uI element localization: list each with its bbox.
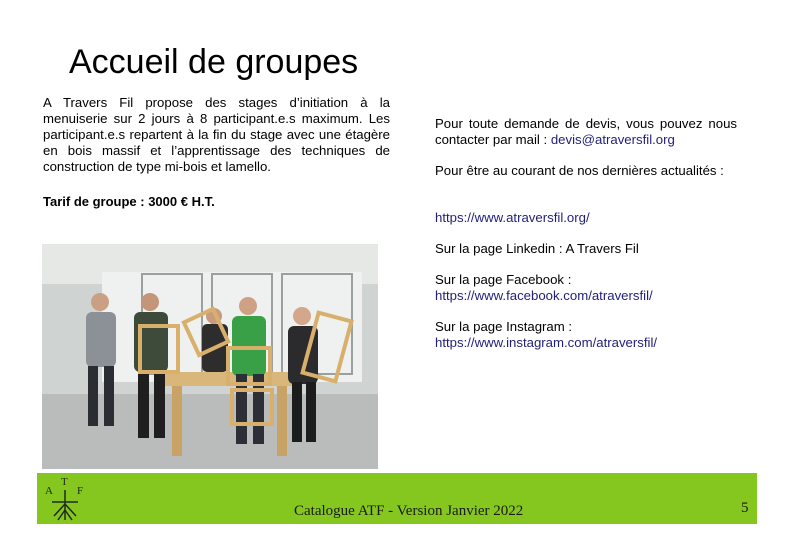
facebook-link[interactable]: https://www.facebook.com/atraversfil/: [435, 288, 653, 303]
linkedin-text: Sur la page Linkedin : A Travers Fil: [435, 241, 639, 256]
atf-logo-icon: [42, 476, 88, 522]
facebook-label: Sur la page Facebook :: [435, 272, 572, 287]
group-price: Tarif de groupe : 3000 € H.T.: [43, 194, 215, 209]
instagram-label: Sur la page Instagram :: [435, 319, 573, 334]
logo-letter-a: A: [45, 485, 53, 497]
instagram-link[interactable]: https://www.instagram.com/atraversfil/: [435, 335, 658, 350]
footer-caption: Catalogue ATF - Version Janvier 2022: [294, 503, 524, 519]
page-title: Accueil de groupes: [69, 43, 359, 81]
quote-request-text: [435, 116, 737, 148]
email-link[interactable]: devis@atraversfil.org: [550, 132, 675, 147]
logo-letter-f: F: [77, 485, 84, 497]
logo-letter-t: T: [61, 476, 68, 488]
news-text: Pour être au courant de nos dernières actualités :: [435, 163, 724, 178]
intro-paragraph: A Travers Fil propose des stages d’initiation à la menuiserie sur 2 jours à 8 participant.e.s maximum. Les participant.e.s repartent à la fin du stage avec une étagère en bois massif et l’apprentissage des techniques de construction de type mi-bois et lamello.: [43, 95, 390, 174]
group-photo: [42, 244, 378, 469]
quote-request-label: Pour toute demande de devis, vous pouvez nous contacter par mail :: [435, 116, 737, 147]
website-link[interactable]: https://www.atraversfil.org/: [435, 210, 590, 225]
page-number: 5: [741, 500, 749, 516]
